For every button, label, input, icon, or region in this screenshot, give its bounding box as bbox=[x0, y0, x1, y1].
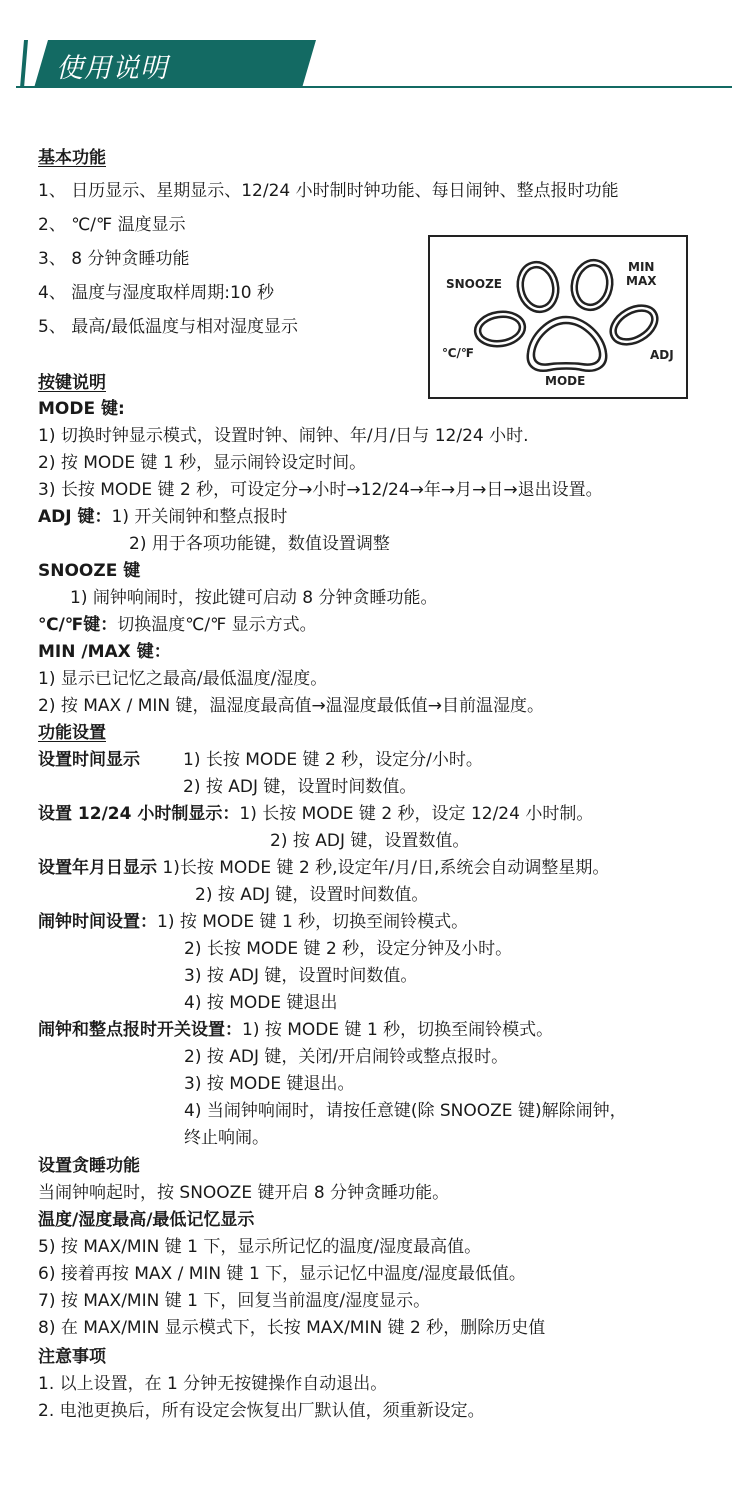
memory-line: 8) 在 MAX/MIN 显示模式下，长按 MAX/MIN 键 2 秒，删除历史值 bbox=[38, 1318, 546, 1338]
diagram-label-snooze: SNOOZE bbox=[446, 277, 502, 291]
minmax-key-line: 1) 显示已记忆之最高/最低温度/湿度。 bbox=[38, 669, 328, 689]
alarm-setting-line: 3) 按 ADJ 键，设置时间数值。 bbox=[184, 966, 418, 986]
adj-key-title: ADJ 键： bbox=[38, 507, 112, 527]
adj-key-row bbox=[38, 506, 287, 528]
basic-item: 4、 温度与湿度取样周期:10 秒 bbox=[38, 283, 274, 303]
h1224-setting-title: 设置 12/24 小时制显示： bbox=[38, 804, 240, 824]
basic-heading: 基本功能 bbox=[38, 148, 106, 168]
note-line: 2. 电池更换后，所有设定会恢复出厂默认值，须重新设定。 bbox=[38, 1401, 485, 1421]
minmax-key-title: MIN /MAX 键： bbox=[38, 642, 171, 662]
ymd-setting-row bbox=[38, 857, 609, 879]
cf-key-line: 切换温度℃/℉ 显示方式。 bbox=[117, 615, 317, 635]
time-setting-line: 1) 长按 MODE 键 2 秒，设定分/小时。 bbox=[183, 750, 483, 770]
memory-line: 5) 按 MAX/MIN 键 1 下，显示所记忆的温度/湿度最高值。 bbox=[38, 1237, 482, 1257]
basic-item: 5、 最高/最低温度与相对湿度显示 bbox=[38, 317, 298, 337]
banner-stripe bbox=[20, 40, 28, 88]
chime-setting-row bbox=[38, 1019, 553, 1041]
minmax-key-line: 2) 按 MAX / MIN 键，温湿度最高值→温湿度最低值→目前温湿度。 bbox=[38, 696, 545, 716]
alarm-setting-line: 4) 按 MODE 键退出 bbox=[184, 993, 338, 1013]
snooze-key-line: 1) 闹钟响闹时，按此键可启动 8 分钟贪睡功能。 bbox=[70, 588, 438, 608]
keys-heading: 按键说明 bbox=[38, 373, 106, 393]
cf-button-shape bbox=[473, 309, 527, 350]
chime-setting-line: 4) 当闹钟响闹时，请按任意键(除 SNOOZE 键)解除闹钟， bbox=[184, 1101, 627, 1121]
ymd-setting-line: 2) 按 ADJ 键，设置时间数值。 bbox=[195, 885, 429, 905]
adj-key-line: 1) 开关闹钟和整点报时 bbox=[111, 507, 288, 527]
chime-setting-title: 闹钟和整点报时开关设置： bbox=[38, 1020, 242, 1040]
snooze-setting-title: 设置贪睡功能 bbox=[38, 1156, 140, 1176]
diagram-label-max: MAX bbox=[626, 274, 657, 288]
alarm-setting-row bbox=[38, 911, 468, 933]
page-title: 使用说明 bbox=[56, 53, 168, 84]
func-heading: 功能设置 bbox=[38, 723, 106, 743]
alarm-setting-line: 2) 长按 MODE 键 2 秒，设定分钟及小时。 bbox=[184, 939, 513, 959]
chime-setting-line: 3) 按 MODE 键退出。 bbox=[184, 1074, 355, 1094]
chime-setting-line: 2) 按 ADJ 键，关闭/开启闹铃或整点报时。 bbox=[184, 1047, 509, 1067]
ymd-setting-line: 1)长按 MODE 键 2 秒,设定年/月/日,系统会自动调整星期。 bbox=[162, 858, 610, 878]
notes-heading: 注意事项 bbox=[38, 1347, 106, 1367]
minmax-button-shape bbox=[567, 256, 617, 313]
header-banner bbox=[16, 40, 732, 88]
diagram-label-min: MIN bbox=[628, 260, 655, 274]
note-line: 1. 以上设置，在 1 分钟无按键操作自动退出。 bbox=[38, 1374, 388, 1394]
adj-button-shape bbox=[604, 298, 664, 352]
time-setting-line: 2) 按 ADJ 键，设置时间数值。 bbox=[183, 777, 417, 797]
snooze-key-title: SNOOZE 键 bbox=[38, 561, 141, 581]
mode-key-line: 2) 按 MODE 键 1 秒，显示闹铃设定时间。 bbox=[38, 453, 367, 473]
memory-line: 7) 按 MAX/MIN 键 1 下，回复当前温度/湿度显示。 bbox=[38, 1291, 431, 1311]
banner-underline bbox=[16, 86, 732, 88]
snooze-setting-line: 当闹钟响起时，按 SNOOZE 键开启 8 分钟贪睡功能。 bbox=[38, 1183, 450, 1203]
basic-item: 2、 ℃/℉ 温度显示 bbox=[38, 215, 186, 235]
cf-key-title: ℃/℉键： bbox=[38, 615, 118, 635]
memory-title: 温度/湿度最高/最低记忆显示 bbox=[38, 1210, 255, 1230]
memory-line: 6) 接着再按 MAX / MIN 键 1 下，显示记忆中温度/湿度最低值。 bbox=[38, 1264, 526, 1284]
alarm-setting-line: 1) 按 MODE 键 1 秒，切换至闹铃模式。 bbox=[157, 912, 469, 932]
button-diagram bbox=[428, 235, 688, 399]
h1224-setting-row bbox=[38, 803, 593, 825]
basic-item: 3、 8 分钟贪睡功能 bbox=[38, 249, 190, 269]
adj-key-line: 2) 用于各项功能键，数值设置调整 bbox=[129, 534, 390, 554]
diagram-label-mode: MODE bbox=[545, 374, 586, 388]
diagram-label-cf: ℃/℉ bbox=[442, 346, 474, 360]
mode-key-title: MODE 键: bbox=[38, 399, 125, 419]
alarm-setting-title: 闹钟时间设置： bbox=[38, 912, 157, 932]
mode-key-line: 3) 长按 MODE 键 2 秒，可设定分→小时→12/24→年→月→日→退出设置。 bbox=[38, 480, 603, 500]
mode-key-line: 1) 切换时钟显示模式，设置时钟、闹钟、年/月/日与 12/24 小时. bbox=[38, 426, 529, 446]
h1224-setting-line: 2) 按 ADJ 键，设置数值。 bbox=[270, 831, 470, 851]
h1224-setting-line: 1) 长按 MODE 键 2 秒，设定 12/24 小时制。 bbox=[239, 804, 594, 824]
snooze-button-shape bbox=[513, 258, 563, 315]
basic-item: 1、 日历显示、星期显示、12/24 小时制时钟功能、每日闹钟、整点报时功能 bbox=[38, 181, 619, 201]
time-setting-title: 设置时间显示 bbox=[38, 750, 140, 770]
ymd-setting-title: 设置年月日显示 bbox=[38, 858, 157, 878]
chime-setting-line: 终止响闹。 bbox=[184, 1128, 269, 1148]
diagram-label-adj: ADJ bbox=[650, 348, 674, 362]
cf-key-row bbox=[38, 614, 317, 636]
mode-button-shape bbox=[528, 317, 606, 371]
chime-setting-line: 1) 按 MODE 键 1 秒，切换至闹铃模式。 bbox=[242, 1020, 554, 1040]
